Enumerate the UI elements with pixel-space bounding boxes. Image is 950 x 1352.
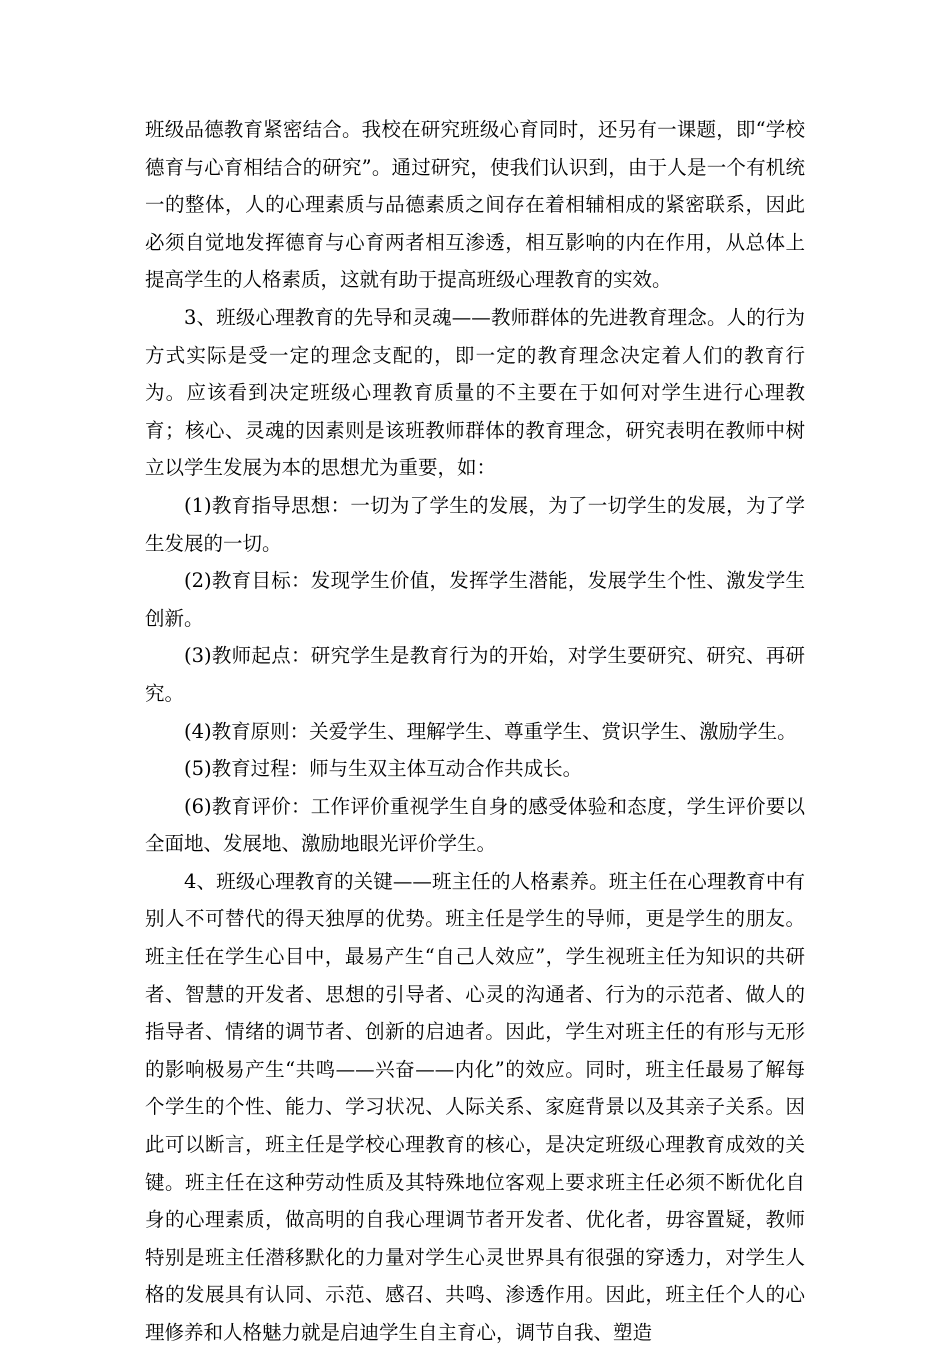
list-item-2: (2)教育目标：发现学生价值，发挥学生潜能，发展学生个性、激发学生创新。 [145, 569, 805, 630]
list-item-1: (1)教育指导思想：一切为了学生的发展，为了一切学生的发展，为了学生发展的一切。 [145, 493, 805, 555]
list-item-3: (3)教师起点：研究学生是教育行为的开始，对学生要研究、研究、再研究。 [145, 644, 805, 705]
paragraph-section-4: 4、班级心理教育的关键——班主任的人格素养。班主任在心理教育中有别人不可替代的得天独厚的优势。班主任是学生的导师，更是学生的朋友。班主任在学生心目中，最易产生“自己人效应”，学生视班主任为知识的共研者、智慧的开发者、思想的引导者、心灵的沟通者、行为的示范者、做人的指导者、情绪的调节者、创新的启迪者。因此，学生对班主任的有形与无形的影响极易产生“共鸣——兴奋——内化”的效应。同时，班主任最易了解每个学生的个性、能力、学习状况、人际关系、家庭背景以及其亲子关系。因此可以断言，班主任是学校心理教育的核心，是决定班级心理教育成效的关键。班主任在这种劳动性质及其特殊地位客观上要求班主任必须不断优化自身的心理素质，做高明的自我心理调节者开发者、优化者，毋容置疑，教师特别是班主任潜移默化的力量对学生心灵世界具有很强的穿透力，对学生人格的发展具有认同、示范、感召、共鸣、渗透作用。因此，班主任个人的心理修养和人格魅力就是启迪学生自主育心，调节自我、塑造 [145, 869, 805, 1344]
document-page [145, 111, 805, 1352]
list-item-4: (4)教育原则：关爱学生、理解学生、尊重学生、赏识学生、激励学生。 [184, 719, 797, 743]
list-item-5: (5)教育过程：师与生双主体互动合作共成长。 [184, 757, 583, 781]
list-item-6: (6)教育评价：工作评价重视学生自身的感受体验和态度，学生评价要以全面地、发展地、激励地眼光评价学生。 [145, 794, 805, 856]
paragraph-section-3: 3、班级心理教育的先导和灵魂——教师群体的先进教育理念。人的行为方式实际是受一定的理念支配的，即一定的教育理念决定着人们的教育行为。应该看到决定班级心理教育质量的不主要在于如何对学生进行心理教育；核心、灵魂的因素则是该班教师群体的教育理念，研究表明在教师中树立以学生发展为本的思想尤为重要，如： [145, 305, 805, 480]
paragraph-continuation: 班级品德教育紧密结合。我校在研究班级心育同时，还另有一课题，即“学校德育与心育相结合的研究”。通过研究，使我们认识到，由于人是一个有机统一的整体，人的心理素质与品德素质之间存在着相辅相成的紧密联系，因此必须自觉地发挥德育与心育两者相互渗透，相互影响的内在作用，从总体上提高学生的人格素质，这就有助于提高班级心理教育的实效。 [145, 118, 805, 292]
